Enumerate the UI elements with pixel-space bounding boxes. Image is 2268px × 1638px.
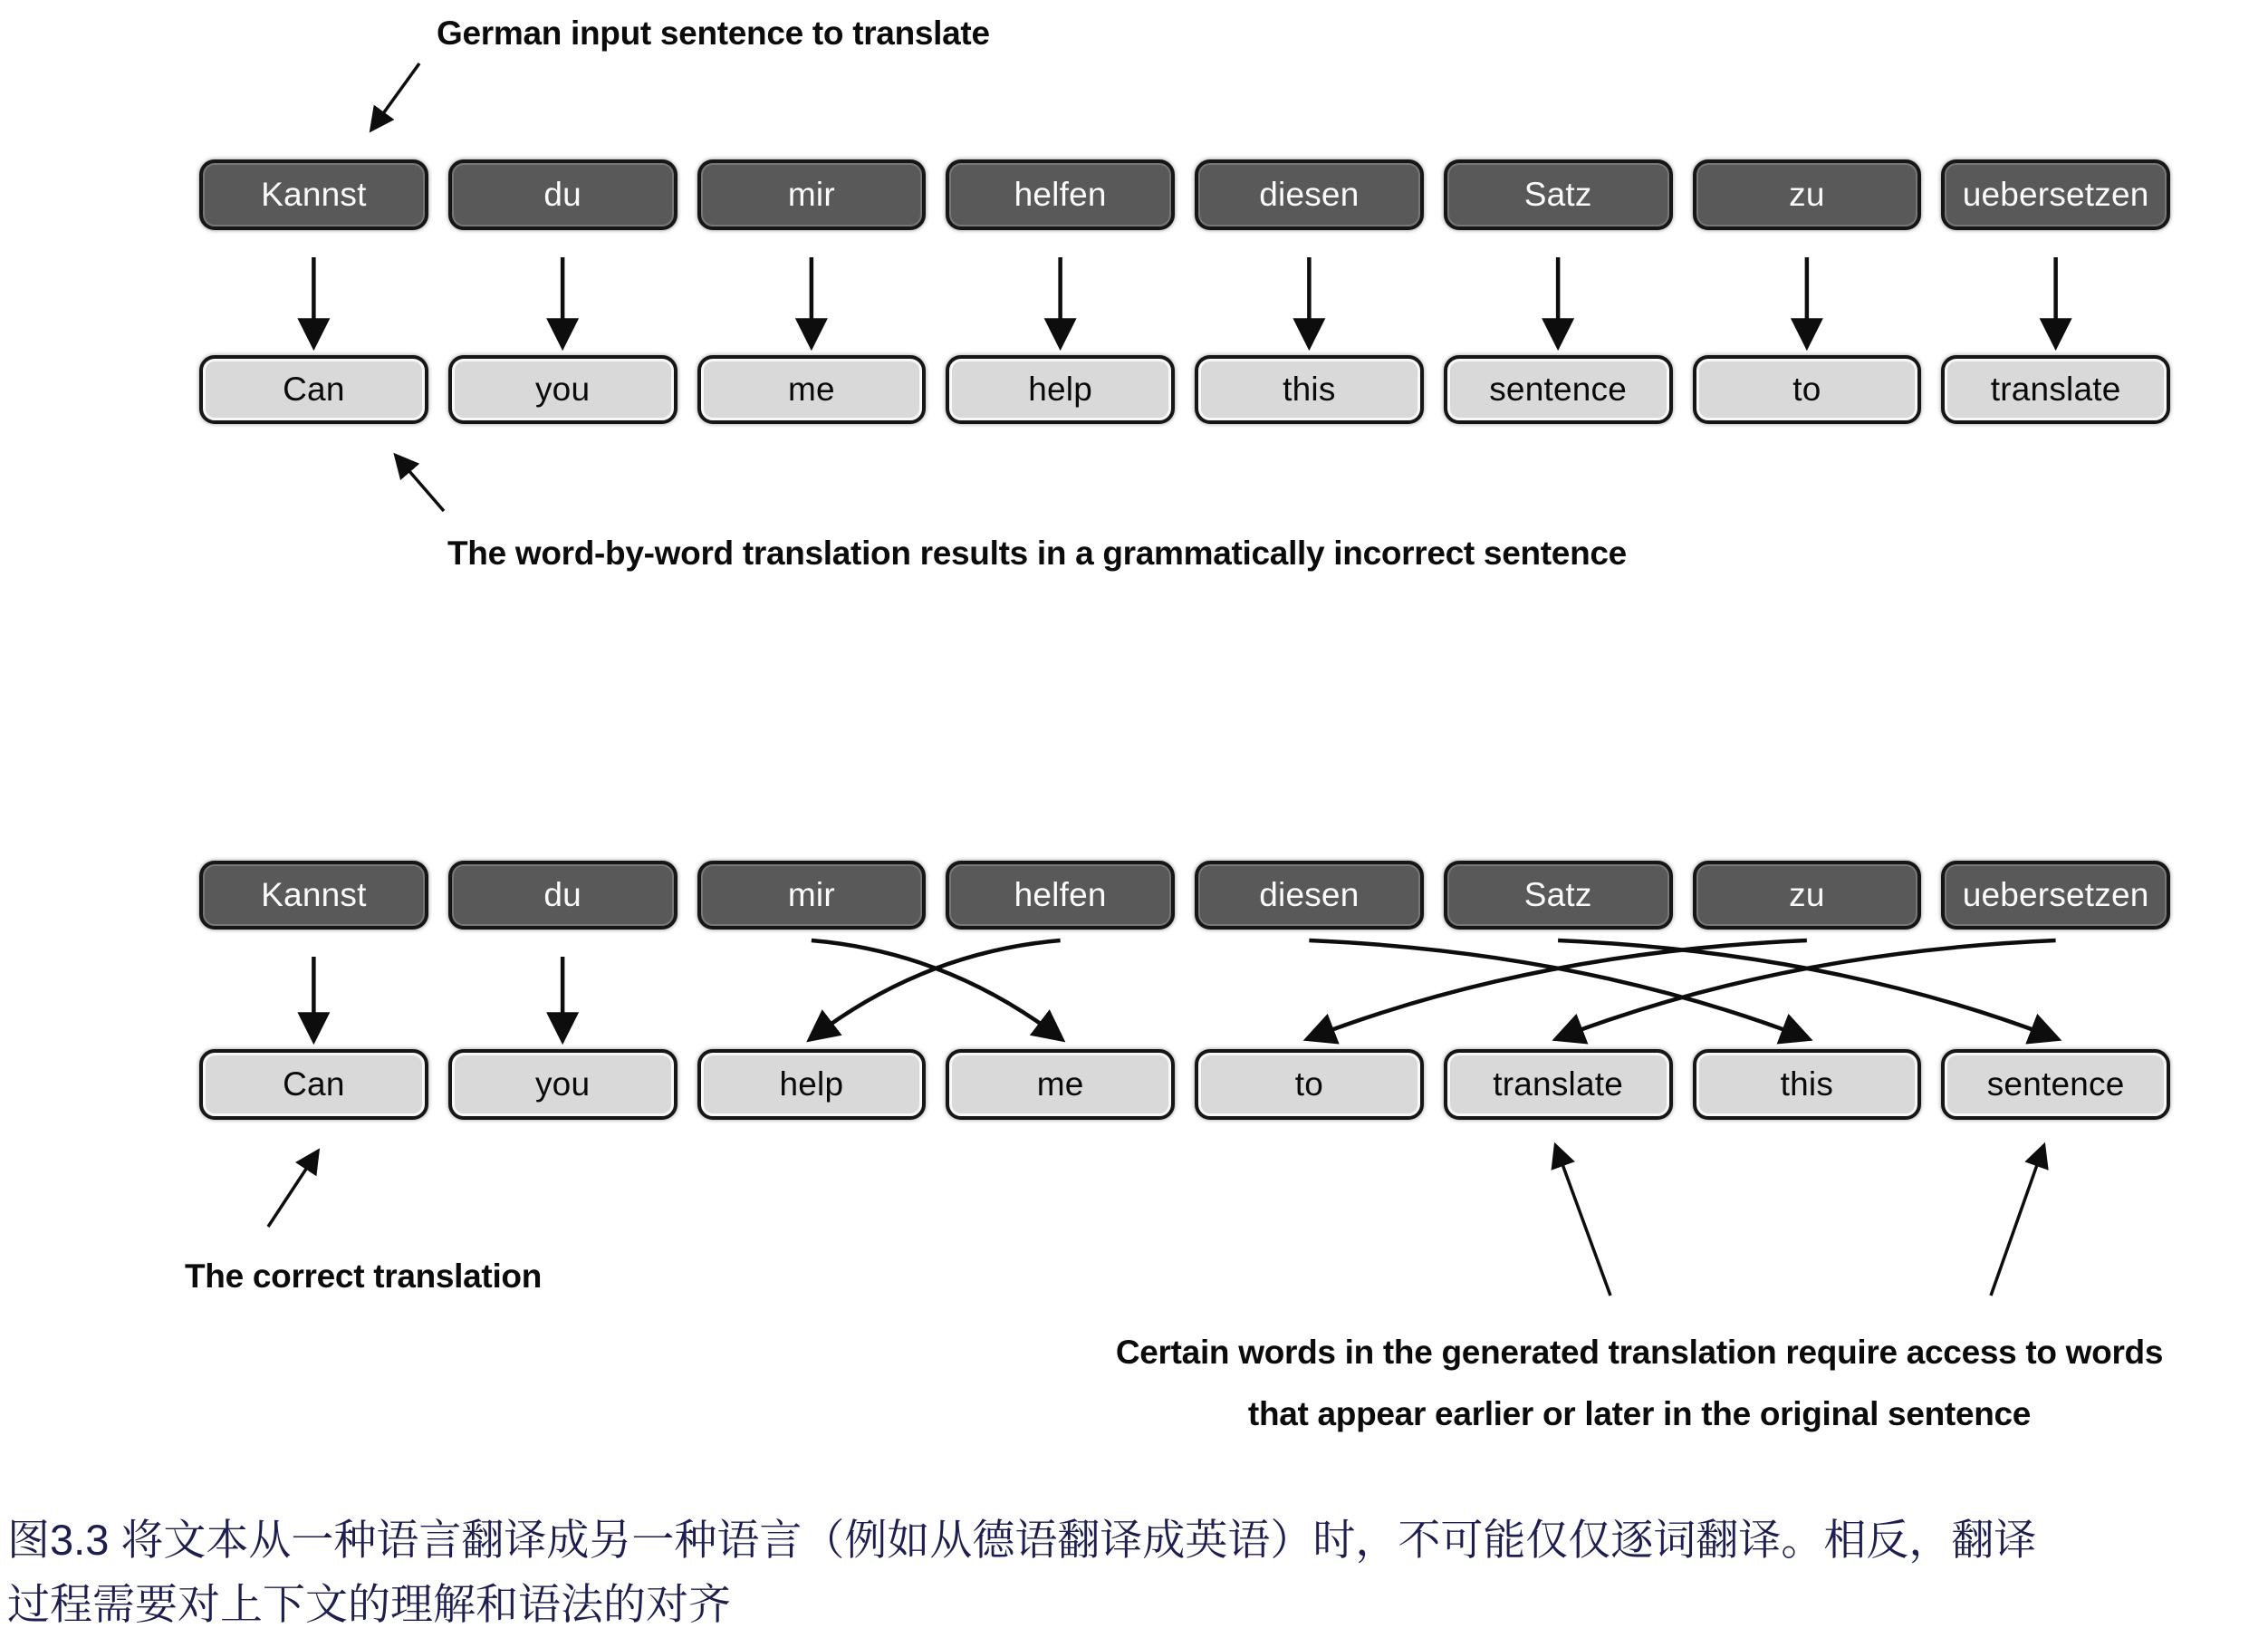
word-box-english: me [697, 355, 927, 424]
word-box-german: mir [697, 159, 927, 230]
word-box-english: to [1195, 1049, 1424, 1120]
word-box-english: Can [199, 355, 428, 424]
arrow [268, 1152, 317, 1227]
annotation-german-input: German input sentence to translate [437, 14, 990, 52]
arrow [1991, 1147, 2043, 1296]
english-row-bottom-diagram [199, 1049, 2170, 1120]
word-box-english: sentence [1941, 1049, 2170, 1120]
arrow [372, 63, 419, 129]
word-box-german: Satz [1444, 861, 1673, 930]
german-row-top-diagram [199, 159, 2170, 230]
word-box-german: diesen [1195, 159, 1424, 230]
arrow [397, 457, 444, 511]
word-box-english: translate [1941, 355, 2170, 424]
word-box-german: Satz [1444, 159, 1673, 230]
word-box-english: me [946, 1049, 1175, 1120]
annotation-word-by-word: The word-by-word translation results in a grammatically incorrect sentence [447, 535, 1627, 572]
word-box-english: you [448, 1049, 678, 1120]
word-box-german: Kannst [199, 861, 428, 930]
word-box-german: zu [1693, 159, 1922, 230]
german-row-bottom-diagram [199, 861, 2170, 930]
word-box-english: this [1195, 355, 1424, 424]
arrow [1309, 940, 1807, 1038]
arrow [812, 940, 1061, 1038]
word-box-english: this [1693, 1049, 1922, 1120]
word-box-german: du [448, 861, 678, 930]
word-box-german: helfen [946, 861, 1175, 930]
word-box-german: du [448, 159, 678, 230]
word-box-english: help [697, 1049, 927, 1120]
arrow [812, 940, 1061, 1038]
arrow [1558, 940, 2056, 1038]
figure-caption-line1: 图3.3 将文本从一种语言翻译成另一种语言（例如从德语翻译成英语）时，不可能仅仅逐词翻译。相反，翻译 [7, 1516, 2037, 1564]
word-box-german: diesen [1195, 861, 1424, 930]
word-box-english: you [448, 355, 678, 424]
word-box-german: uebersetzen [1941, 159, 2170, 230]
word-box-german: mir [697, 861, 927, 930]
word-box-english: sentence [1444, 355, 1673, 424]
word-box-english: help [946, 355, 1175, 424]
word-box-german: zu [1693, 861, 1922, 930]
word-box-english: Can [199, 1049, 428, 1120]
word-box-german: helfen [946, 159, 1175, 230]
arrow [1309, 940, 1807, 1038]
annotation-correct-translation: The correct translation [185, 1257, 543, 1295]
word-box-english: translate [1444, 1049, 1673, 1120]
word-box-german: Kannst [199, 159, 428, 230]
figure-caption-line2: 过程需要对上下文的理解和语法的对齐 [7, 1580, 731, 1628]
annotation-attention-line1: Certain words in the generated translation require access to words [1115, 1334, 2164, 1371]
word-box-german: uebersetzen [1941, 861, 2170, 930]
arrow [1558, 940, 2056, 1038]
annotation-attention-line2: that appear earlier or later in the original sentence [1247, 1395, 2032, 1432]
english-row-top-diagram [199, 355, 2170, 424]
word-box-english: to [1693, 355, 1922, 424]
arrow [1556, 1147, 1610, 1296]
